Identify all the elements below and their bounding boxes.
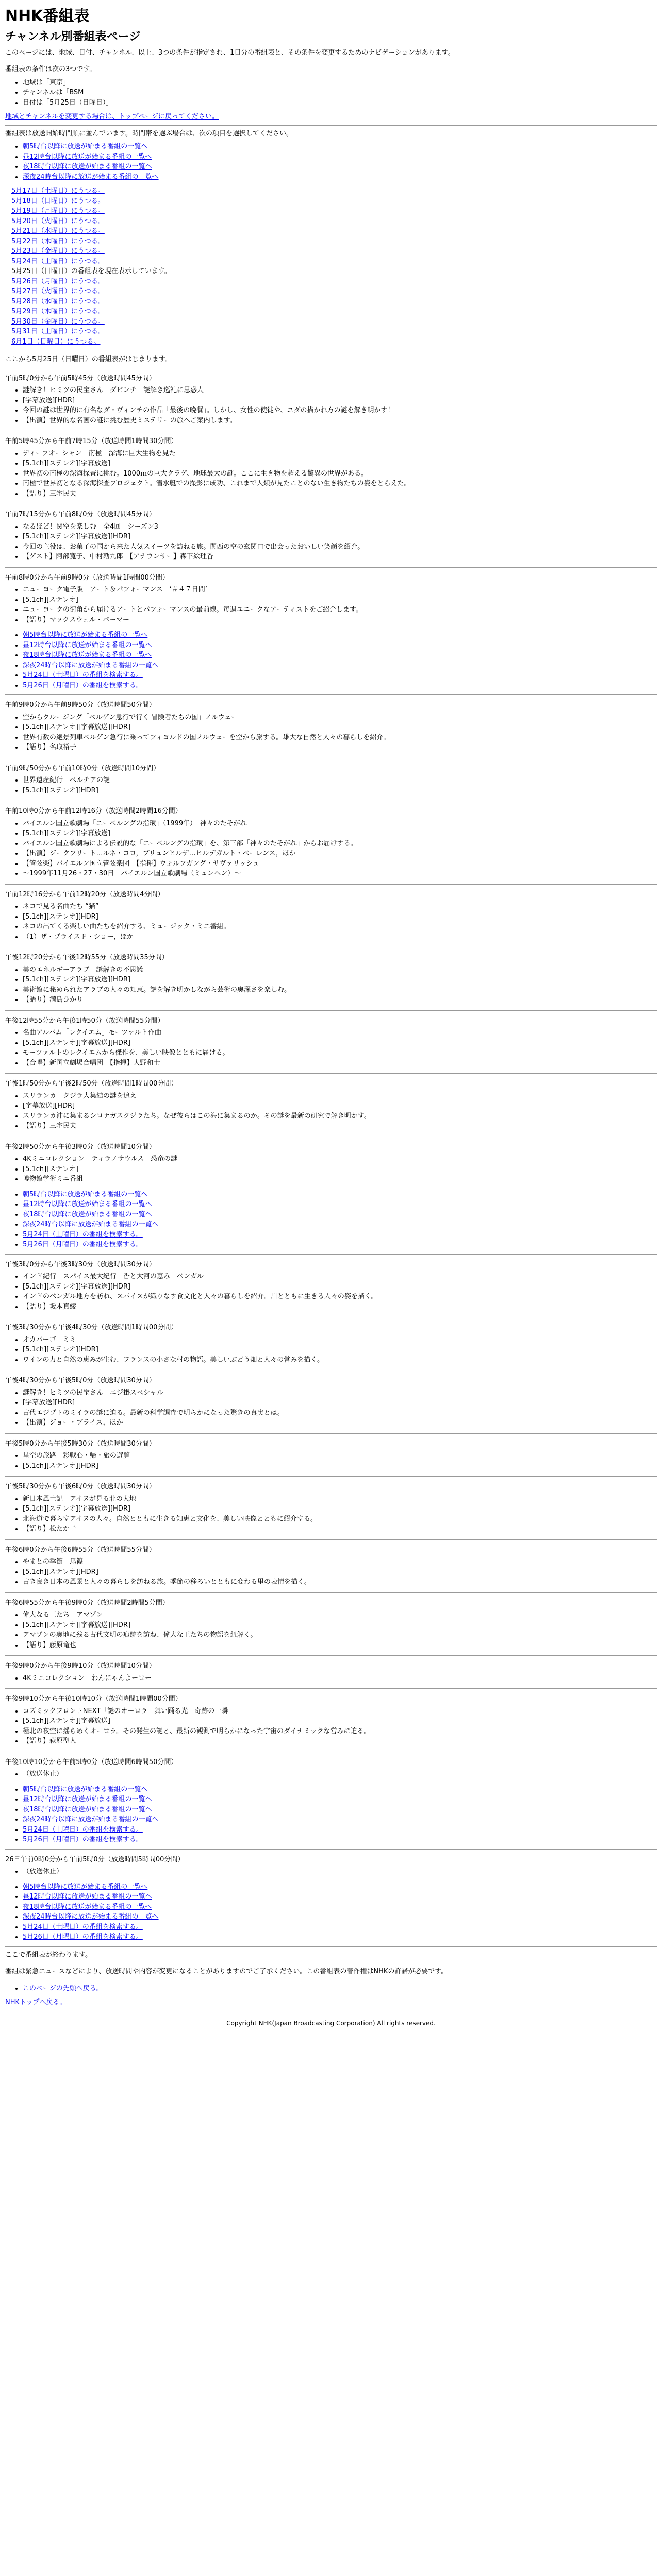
program xyxy=(5,1757,657,1780)
time-link-night[interactable]: 深夜24時台以降に放送が始まる番組の一覧へ xyxy=(23,661,159,669)
time-link-night[interactable]: 深夜24時台以降に放送が始まる番組の一覧へ xyxy=(23,1221,159,1229)
divider xyxy=(5,567,657,568)
program-credits: • 【語り】三宅民夫 xyxy=(23,489,657,499)
program-tags: • [字幕放送][HDR] xyxy=(23,1398,657,1408)
program xyxy=(5,700,657,753)
program-credits: • 【語り】満島ひかり xyxy=(23,995,657,1005)
program-title: • 謎解き！ヒミツの民宝さん エジ掛スペシャル xyxy=(23,1388,657,1398)
program-time: 午後9時10分から午後10時10分（放送時間1時間00分間） xyxy=(5,1695,182,1703)
program-credits: • 【語り】坂本真綾 xyxy=(23,1302,657,1312)
time-link-morning[interactable]: 朝5時台以降に放送が始まる番組の一覧へ xyxy=(23,631,148,639)
program-tags: • [5.1ch][ステレオ][HDR] xyxy=(23,1345,657,1355)
program-desc: • 古代エジプトのミイラの謎に迫る。最新の科学調査で明らかになった驚きの真実とは。 xyxy=(23,1408,657,1418)
divider xyxy=(5,1688,657,1689)
program-time: 午前12時16分から午前12時20分（放送時間4分間） xyxy=(5,890,164,899)
program xyxy=(5,806,657,879)
time-link-noon[interactable]: 昼12時台以降に放送が始まる番組の一覧へ xyxy=(23,152,152,161)
program-time: 午後2時50分から午後3時0分（放送時間10分間） xyxy=(5,1143,156,1151)
program xyxy=(5,510,657,562)
program-title: • 美のエネルギーアラブ 謎解きの不思議 xyxy=(23,965,657,975)
program-time: 午後3時30分から午後4時30分（放送時間1時間00分間） xyxy=(5,1324,178,1332)
program xyxy=(5,764,657,796)
time-link-morning[interactable]: 朝5時台以降に放送が始まる番組の一覧へ xyxy=(23,1785,148,1793)
program-tags: • [5.1ch][ステレオ] xyxy=(23,1164,657,1175)
program-tags: • [字幕放送][HDR] xyxy=(23,1101,657,1111)
program xyxy=(5,1482,657,1534)
program-desc: • アマゾンの奥地に残る古代文明の痕跡を訪ね、偉大な王たちの物語を紐解く。 xyxy=(23,1630,657,1640)
time-link-evening[interactable]: 夜18時台以降に放送が始まる番組の一覧へ xyxy=(23,1210,152,1218)
program-credits: • 【ゲスト】阿部寛子、中村勘九郎 【アナウンサー】森下絵理香 xyxy=(23,552,657,562)
divider xyxy=(5,1539,657,1540)
program-tags: • [5.1ch][ステレオ][字幕放送] xyxy=(23,459,657,469)
program-time: 午前7時15分から午前8時0分（放送時間45分間） xyxy=(5,511,156,519)
program-title: • 空からクルージング「ベルゲン急行で行く 冒険者たちの国」ノルウェー xyxy=(23,713,657,723)
program-time: 午後5時0分から午後5時30分（放送時間30分間） xyxy=(5,1439,156,1448)
next-day-link[interactable]: 5月26日（月曜日）の番組を検索する。 xyxy=(23,1241,143,1249)
prev-day-link[interactable]: 5月24日（土曜日）の番組を検索する。 xyxy=(23,1230,143,1239)
program-credits: • 【語り】松たか子 xyxy=(23,1524,657,1534)
bottom-nav xyxy=(5,1984,657,1994)
program-time: 午後1時50分から午後2時50分（放送時間1時間00分間） xyxy=(5,1080,178,1088)
date-link[interactable]: 5月30日（金曜日）にうつる。 xyxy=(11,317,105,326)
condition-region: • 地域は「東京」 xyxy=(23,78,657,88)
program-tags: • [5.1ch][ステレオ][HDR] xyxy=(23,1461,657,1471)
program-tags: • [5.1ch][ステレオ][字幕放送][HDR] xyxy=(23,722,657,733)
time-link-morning[interactable]: 朝5時台以降に放送が始まる番組の一覧へ xyxy=(23,1883,148,1891)
program-time: 午前5時45分から午前7時15分（放送時間1時間30分間） xyxy=(5,437,178,446)
program xyxy=(5,890,657,942)
date-link[interactable]: 5月27日（火曜日）にうつる。 xyxy=(11,287,105,296)
page-intro: このページには、地域、日付、チャンネル、以上、3つの条件が指定され、1日分の番組表と、その条件を変更するためのナビゲーションがあります。 xyxy=(5,48,455,57)
time-link-evening[interactable]: 夜18時台以降に放送が始まる番組の一覧へ xyxy=(23,1805,152,1814)
date-link[interactable]: 5月29日（木曜日）にうつる。 xyxy=(11,308,105,316)
program-time: 午前10時0分から午前12時16分（放送時間2時間16分間） xyxy=(5,807,182,816)
nav-intro: 番組表は放送開始時間順に並んでいます。時間帯を選ぶ場合は、次の項目を選択してください。 xyxy=(5,129,293,138)
program-credits: • 【語り】マックスウェル・パーマー xyxy=(23,615,657,625)
program-title: • 新日本風土記 アイヌが見る北の大地 xyxy=(23,1494,657,1504)
program-desc: • ニューヨークの街角から届けるアートとパフォーマンスの最前線。毎週ユニークなアーティストをご紹介します。 xyxy=(23,605,657,615)
program-title: • ディープオーシャン 南極 深海に巨大生物を見た xyxy=(23,449,657,459)
date-link[interactable]: 5月22日（木曜日）にうつる。 xyxy=(11,237,105,245)
time-link-morning[interactable]: 朝5時台以降に放送が始まる番組の一覧へ xyxy=(23,143,148,151)
program-title: • なるほど！関空を楽しむ 全4回 シーズン3 xyxy=(23,522,657,532)
program-tags: • [5.1ch][ステレオ][字幕放送][HDR] xyxy=(23,532,657,542)
program-time: 午前5時0分から午前5時45分（放送時間45分間） xyxy=(5,374,156,382)
program-time: 午後5時30分から午後6時0分（放送時間30分間） xyxy=(5,1483,156,1491)
program-desc: • 世界初の南極の深海探査に挑む。1000ｍの巨大クラゲ、地球最大の謎。ここに生き物を超える驚異の世界がある。 xyxy=(23,469,657,479)
date-link[interactable]: 5月31日（土曜日）にうつる。 xyxy=(11,328,105,336)
inline-nav xyxy=(5,1785,657,1845)
time-link-morning[interactable]: 朝5時台以降に放送が始まる番組の一覧へ xyxy=(23,1190,148,1198)
program-title: • ネコで見る名曲たち “猫” xyxy=(23,902,657,912)
program-tags: • [5.1ch][ステレオ][字幕放送][HDR] xyxy=(23,1504,657,1514)
program xyxy=(5,1694,657,1747)
program-credits: • 【出演】ジョー・プライス，ほか xyxy=(23,1418,657,1428)
date-link[interactable]: 5月26日（月曜日）にうつる。 xyxy=(11,277,105,285)
program-desc: • スリランカ沖に集まるシロナガスクジラたち。なぜ彼らはこの海に集まるのか。その謎を最新の研究で解き明かす。 xyxy=(23,1111,657,1122)
date-nav xyxy=(5,186,657,347)
program-title: • 謎解き！ヒミツの民宝さん ダビンチ 謎解き巡礼に思惑人 xyxy=(23,385,657,396)
time-link-night[interactable]: 深夜24時台以降に放送が始まる番組の一覧へ xyxy=(23,1816,159,1824)
next-day-link[interactable]: 5月26日（月曜日）の番組を検索する。 xyxy=(23,1836,143,1844)
program-tags: • [5.1ch][ステレオ][字幕放送][HDR] xyxy=(23,1620,657,1631)
program-time: 午前8時0分から午前9時0分（放送時間1時間00分間） xyxy=(5,573,169,582)
condition-date: • 日付は「5月25日（日曜日）」 xyxy=(23,98,657,108)
program-title: • 名曲アルバム「レクイエム」モーツァルト作曲 xyxy=(23,1028,657,1038)
program-title: • 星空の旅路 彩戦心・帰・旅の遊覧 xyxy=(23,1451,657,1461)
divider xyxy=(5,1073,657,1074)
time-link-night[interactable]: 深夜24時台以降に放送が始まる番組の一覧へ xyxy=(23,1913,159,1921)
time-link-evening[interactable]: 夜18時台以降に放送が始まる番組の一覧へ xyxy=(23,163,152,171)
program-credits: • （1）ザ・プライスド・ショー，ほか xyxy=(23,932,657,942)
program xyxy=(5,1142,657,1184)
program-desc: • バイエルン国立歌劇場による伝説的な「ニーベルングの指環」を、第三部「神々のたそがれ」からお届けする。 xyxy=(23,839,657,849)
divider xyxy=(5,1254,657,1255)
program-title: • インド紀行 スパイス最大紀行 香と大河の恵み ベンガル xyxy=(23,1272,657,1282)
program-time: 午後6時55分から午後9時0分（放送時間2時間5分間） xyxy=(5,1599,169,1607)
program-title: • 偉大なる王たち アマゾン xyxy=(23,1610,657,1620)
date-link[interactable]: 6月1日（日曜日）にうつる。 xyxy=(11,337,101,346)
divider xyxy=(5,1849,657,1850)
program-desc: • 極北の夜空に揺らめくオーロラ。その発生の謎と、最新の観測で明らかになった宇宙のダイナミックな営みに迫る。 xyxy=(23,1726,657,1737)
time-link-evening[interactable]: 夜18時台以降に放送が始まる番組の一覧へ xyxy=(23,1903,152,1911)
prev-day-link[interactable]: 5月24日（土曜日）の番組を検索する。 xyxy=(23,1825,143,1834)
notice: 番組は緊急ニュースなどにより、放送時間や内容が変更になることがありますのでご了承ください。この番組表の著作権はNHKの許諾が必要です。 xyxy=(5,1968,448,1976)
divider xyxy=(5,694,657,695)
program-tags: • [5.1ch][ステレオ][字幕放送][HDR] xyxy=(23,975,657,985)
date-link[interactable]: 5月24日（土曜日）にうつる。 xyxy=(11,257,105,265)
program-tags: • [5.1ch][ステレオ][HDR] xyxy=(23,1567,657,1578)
time-link-evening[interactable]: 夜18時台以降に放送が始まる番組の一覧へ xyxy=(23,651,152,659)
divider xyxy=(5,884,657,885)
date-link[interactable]: 5月28日（水曜日）にうつる。 xyxy=(11,297,105,306)
program-title: • オカバーゴ ミミ xyxy=(23,1335,657,1345)
program-desc: • ワインの力と自然の恵みが生む、フランスの小さな村の物語。美しいぶどう畑と人々の営みを描く。 xyxy=(23,1355,657,1365)
program-desc: • 北海道で暮らすアイヌの人々。自然とともに生きる知恵と文化を、美しい映像とともに紹介する。 xyxy=(23,1514,657,1524)
date-link[interactable]: 5月21日（水曜日）にうつる。 xyxy=(11,227,105,235)
program-desc: • 【出演】世界的な名画の謎に挑む歴史ミステリーの旅へご案内します。 xyxy=(23,416,657,426)
list-start: ここから5月25日（日曜日）の番組表がはじまります。 xyxy=(5,355,172,364)
date-link[interactable]: 5月17日（土曜日）にうつる。 xyxy=(11,187,105,195)
program-time: 午前9時50分から午前10時0分（放送時間10分間） xyxy=(5,764,160,772)
inline-nav xyxy=(5,630,657,690)
program-credits: • 【合唱】新国立劇場合唱団 【指揮】大野和士 xyxy=(23,1058,657,1069)
program-time: 午後9時0分から午後9時10分（放送時間10分間） xyxy=(5,1662,156,1670)
time-link-night[interactable]: 深夜24時台以降に放送が始まる番組の一覧へ xyxy=(23,173,159,181)
program-desc: • モーツァルトのレクイエムから傑作を、美しい映像とともに届ける。 xyxy=(23,1048,657,1058)
date-link[interactable]: 5月23日（金曜日）にうつる。 xyxy=(11,247,105,256)
divider xyxy=(5,1010,657,1011)
program-tags: • [5.1ch][ステレオ] xyxy=(23,595,657,605)
program xyxy=(5,436,657,499)
program-title: • やまとの季節 馬篠 xyxy=(23,1557,657,1567)
nhk-top-link[interactable]: NHKトップへ戻る。 xyxy=(5,1998,67,2007)
program-title: • ニューヨーク電子版 アート＆パフォーマンス ‘＃４７日間’ xyxy=(23,585,657,595)
page-subtitle: チャンネル別番組表ページ xyxy=(5,30,141,43)
program-title: • （放送休止） xyxy=(23,1769,657,1780)
date-link[interactable]: 5月20日（火曜日）にうつる。 xyxy=(11,217,105,225)
program-desc: • 博物館学術ミニ番組 xyxy=(23,1174,657,1184)
time-nav xyxy=(5,142,657,182)
prev-day-link[interactable]: 5月24日（土曜日）の番組を検索する。 xyxy=(23,671,143,680)
time-link-noon[interactable]: 昼12時台以降に放送が始まる番組の一覧へ xyxy=(23,1893,152,1901)
program-credits: • 【管弦楽】バイエルン国立管弦楽団 【指揮】ウォルフガング・サヴァリッシュ xyxy=(23,859,657,869)
program-tags: • [5.1ch][ステレオ][字幕放送] xyxy=(23,828,657,839)
conditions-heading: 番組表の条件は次の3つです。 xyxy=(5,65,96,74)
divider xyxy=(5,1655,657,1656)
program-time: 午前9時0分から午前9時50分（放送時間50分間） xyxy=(5,701,156,709)
program xyxy=(5,1016,657,1069)
time-link-noon[interactable]: 昼12時台以降に放送が始まる番組の一覧へ xyxy=(23,1200,152,1209)
change-condition-link[interactable]: 地域とチャンネルを変更する場合は、トップページに戻ってください。 xyxy=(5,113,219,121)
program-tags: • [5.1ch][ステレオ][HDR] xyxy=(23,786,657,796)
time-link-noon[interactable]: 昼12時台以降に放送が始まる番組の一覧へ xyxy=(23,641,152,649)
program-tags: • [5.1ch][ステレオ][字幕放送][HDR] xyxy=(23,1282,657,1292)
program xyxy=(5,1439,657,1471)
program xyxy=(5,1661,657,1683)
program-credits: • 【出演】ジークフリート…ルネ・コロ，ブリュンヒルデ…ヒルデガルト・ベーレンス，ほか xyxy=(23,849,657,859)
program-title: • 4Kミニコレクション ティラノサウルス 恐竜の謎 xyxy=(23,1154,657,1164)
program-title: • コズミックフロントNEXT「謎のオーロラ 舞い踊る光 奇跡の一瞬」 xyxy=(23,1706,657,1717)
program-time: 26日午前0時0分から午前5時0分（放送時間5時間00分間） xyxy=(5,1855,185,1863)
inline-nav xyxy=(5,1882,657,1942)
program-time: 午後10時10分から午前5時0分（放送時間6時間50分間） xyxy=(5,1758,178,1766)
program-desc: • 今回の主役は、お菓子の国から来た人気スイーツを訪ねる旅。関西の空の玄関口で出会ったおいしい笑顔を紹介。 xyxy=(23,542,657,552)
program xyxy=(5,573,657,625)
page-title: NHK番組表 xyxy=(5,7,90,25)
program-title: • スリランカ クジラ大集結の謎を追え xyxy=(23,1091,657,1101)
copyright: Copyright NHK(Japan Broadcasting Corporation) All rights reserved. xyxy=(226,2019,436,2027)
date-link[interactable]: 5月18日（日曜日）にうつる。 xyxy=(11,197,105,205)
program xyxy=(5,1079,657,1131)
divider xyxy=(5,1433,657,1434)
date-link[interactable]: 5月19日（月曜日）にうつる。 xyxy=(11,207,105,215)
date-current: 5月25日（日曜日）の番組表を現在表示しています。 xyxy=(11,267,171,276)
end-text: ここで番組表が終わります。 xyxy=(5,1951,92,1959)
program xyxy=(5,1323,657,1365)
program-credits: • 【語り】藤原竜也 xyxy=(23,1640,657,1651)
program-desc: • 南極で世界初となる深海探査プロジェクト。潜水艇での撮影に成功、これまで人類が見たことのない生き物たちの姿をとらえた。 xyxy=(23,479,657,489)
time-link-noon[interactable]: 昼12時台以降に放送が始まる番組の一覧へ xyxy=(23,1795,152,1804)
program-desc: • ネコの出てくる楽しい曲たちを紹介する、ミュージック・ミニ番組。 xyxy=(23,922,657,932)
program-time: 午後6時0分から午後6時55分（放送時間55分間） xyxy=(5,1546,156,1554)
prev-day-link[interactable]: 5月24日（土曜日）の番組を検索する。 xyxy=(23,1923,143,1931)
program-desc: • 今回の謎は世界的に有名なダ・ヴィンチの作品「最後の晩餐」。しかし、女性の使徒や、ユダの描かれ方の謎を解き明かす！ xyxy=(23,405,657,416)
program-time: 午後12時20分から午後12時55分（放送時間35分間） xyxy=(5,954,169,962)
program-tags: • [字幕放送][HDR] xyxy=(23,396,657,406)
program xyxy=(5,1545,657,1587)
program-desc: • インドのベンガル地方を訪ね、スパイスが織りなす食文化と人々の暮らしを紹介。川とともに生きる人々の姿を描く。 xyxy=(23,1292,657,1302)
program-title: • バイエルン国立歌劇場「ニーベルングの指環」（1999年） 神々のたそがれ xyxy=(23,819,657,829)
condition-channel: • チャンネルは「BSM」 xyxy=(23,88,657,98)
next-day-link[interactable]: 5月26日（月曜日）の番組を検索する。 xyxy=(23,681,143,689)
program xyxy=(5,1598,657,1651)
program-title: • 4Kミニコレクション わんにゃんよーロー xyxy=(23,1673,657,1684)
program xyxy=(5,374,657,426)
program xyxy=(5,953,657,1005)
inline-nav xyxy=(5,1190,657,1250)
program-desc: • 世界有数の絶景列車ベルゲン急行に乗ってフィヨルドの国ノルウェーを空から旅する。雄大な自然と人々の暮らしを紹介。 xyxy=(23,733,657,743)
program-credits: • 【語り】三宅民夫 xyxy=(23,1121,657,1131)
program xyxy=(5,1260,657,1312)
program-title: • （放送休止） xyxy=(23,1867,657,1877)
program-time: 午後3時0分から午後3時30分（放送時間30分間） xyxy=(5,1260,156,1268)
program-tags: • [5.1ch][ステレオ][字幕放送] xyxy=(23,1716,657,1726)
program-desc: • 美術館に秘められたアラブの人々の知恵。謎を解き明かしながら芸術の奥深さを楽しむ。 xyxy=(23,985,657,995)
divider xyxy=(5,1946,657,1947)
program xyxy=(5,1376,657,1428)
next-day-link[interactable]: 5月26日（月曜日）の番組を検索する。 xyxy=(23,1933,143,1941)
program-desc: • 古き良き日本の風景と人々の暮らしを訪ねる旅。季節の移ろいとともに変わる里の表情を描く。 xyxy=(23,1577,657,1587)
program-title: • 世界遺産紀行 ペルチアの謎 xyxy=(23,775,657,786)
program-time: 午後12時55分から午後1時50分（放送時間55分間） xyxy=(5,1016,164,1025)
divider xyxy=(5,125,657,126)
program-credits: • 【語り】萩原聖人 xyxy=(23,1736,657,1747)
program-tags: • [5.1ch][ステレオ][HDR] xyxy=(23,912,657,922)
program-credits: • 【語り】名取裕子 xyxy=(23,742,657,753)
program-credits: • 〜1999年11月26・27・30日 バイエルン国立歌劇場（ミュンヘン）〜 xyxy=(23,869,657,879)
conditions-list xyxy=(5,78,657,108)
program-time: 午後4時30分から午後5時0分（放送時間30分間） xyxy=(5,1377,156,1385)
program xyxy=(5,1855,657,1877)
divider xyxy=(5,1592,657,1593)
back-to-top-link[interactable]: このページの先頭へ戻る。 xyxy=(23,1984,103,1992)
program-tags: • [5.1ch][ステレオ][字幕放送][HDR] xyxy=(23,1038,657,1048)
divider xyxy=(5,1476,657,1477)
